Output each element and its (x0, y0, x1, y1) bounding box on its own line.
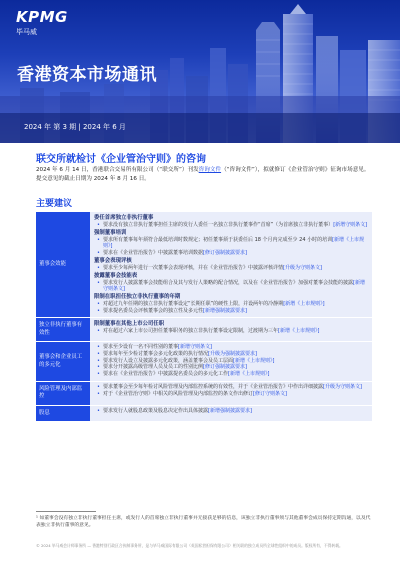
proposal-text: 要求在《企业管治报告》中披露董事培训数据 (103, 250, 204, 257)
proposal-heading: 披露董事会技能表 (94, 272, 138, 279)
proposal-text: 要求分开披露高级管理人员及员工的性别比例 (103, 364, 204, 371)
footnote: ¹ 如董事会没有独立非执行董事担任主席，或发行人的首席独立非执行董事并无接获足够的信息，该独立非执行董事须与其他董事会成员保持定期沟通，以及代表独立非执行董事的意见。 (36, 516, 371, 528)
kpmg-logo (16, 10, 68, 37)
proposal-item (94, 408, 368, 415)
article-intro (36, 166, 372, 184)
copyright-notice: © 2024 毕马威会计师事务所 — 香港特别行政区合伙制事务所，是与毕马威国际有限公司（英国私营担保有限公司）相关联的独立成员所全球性组织中的成员。版权所有，不得转载。 (36, 543, 343, 548)
issue-info: 2024 年 第 3 期 | 2024 年 6 月 (24, 123, 126, 131)
proposal-tag-link[interactable]: [新增《上市规则》] (283, 300, 325, 307)
category-cell: 独立非执行董事有效性 (36, 318, 90, 342)
proposal-text: 要求在《企业管治报告》中披露提名委员会的多元化工作 (103, 371, 229, 378)
proposal-text: 要求所有董事每年须符合最低培训时数规定；初任董事须于获委任后 18 个月内完成至少 24 小时的培训 (103, 236, 333, 243)
proposal-list (94, 301, 368, 314)
proposal-item (94, 391, 368, 398)
proposal-tag-link[interactable]: [新增《上市规则》] (278, 328, 320, 335)
intro-text-a: 2024 年 6 月 14 日，香港联合交易所有限公司（“联交所”）刊发 (36, 167, 199, 173)
table-row (36, 405, 372, 422)
proposal-list (94, 384, 368, 397)
proposal-text: 要求发行人就股息政策及股息决定作出具体披露 (103, 407, 209, 414)
proposal-list (94, 222, 368, 229)
proposal-item (94, 328, 368, 335)
proposal-tag-link[interactable]: [新增《上市规则》] (103, 236, 365, 250)
proposal-text: 要求至少设有一名不同性别的董事 (103, 344, 179, 351)
proposal-list (94, 328, 368, 335)
proposal-text: 要求没有独立非执行董事担任主席的发行人委任一名独立非执行董事作“首席”（为首席独立非执行董事） (103, 222, 334, 228)
proposal-text: 要求每年至少检讨董事会多元化政策的执行情况 (103, 351, 209, 358)
proposal-heading: 强制董事培训 (94, 229, 127, 236)
section-title: 主要建议 (36, 199, 73, 209)
proposals-table (36, 212, 372, 422)
proposal-tag-link[interactable]: [新增《上市规则》] (228, 371, 270, 378)
proposal-tag-link[interactable]: [新增强制披露要求] (208, 407, 252, 414)
proposal-item (94, 265, 368, 272)
proposal-tag-link[interactable]: [新增守则条文] (178, 344, 212, 351)
consultation-paper-link[interactable]: 咨询文件 (198, 167, 222, 173)
intro-text-b: （“咨询文件”），拟就修订《企业管治守则》征询市场意见。提交意见的截止日期为 2024 年 8 月 16 日。 (36, 167, 370, 182)
proposal-text: 要求董事会至少每年检讨风险管理及内部监控系统的有效性，并于《企业管治报告》中作出详细披露 (103, 383, 324, 390)
details-cell (90, 405, 372, 422)
proposal-tag-link[interactable]: [修订强制披露要求] (203, 250, 247, 257)
details-cell (90, 342, 372, 382)
proposal-list (94, 280, 368, 293)
proposal-text: 要求发行人设立及披露多元化政策，涵盖董事会及员工层面 (103, 357, 234, 364)
logo-text: KPMG (16, 8, 68, 26)
details-cell (90, 318, 372, 342)
category-cell: 董事会和企业员工的多元化 (36, 342, 90, 382)
details-cell (90, 212, 372, 318)
proposal-tag-link[interactable]: [修订守则条文] (253, 390, 287, 397)
proposal-text: 要求提名委员会评核董事会的独立性及多元性 (103, 307, 204, 314)
category-cell: 股息 (36, 405, 90, 422)
publication-title: 香港资本市场通讯 (17, 65, 157, 85)
proposal-item (94, 308, 368, 315)
proposal-heading: 董事会表现评核 (94, 257, 132, 264)
category-cell: 风险管理及内部监控 (36, 381, 90, 405)
proposal-item (94, 384, 368, 391)
footnote-divider (36, 511, 96, 512)
proposal-item (94, 237, 368, 250)
proposal-list (94, 408, 368, 415)
table-row (36, 318, 372, 342)
proposal-item (94, 371, 368, 378)
proposal-text: 对超过九年任期的独立非执行董事设定“长期任职”的硬性上限，并设两年的冷静期 (103, 300, 284, 307)
proposal-tag-link[interactable]: [新增强制披露要求] (203, 307, 247, 314)
proposal-tag-link[interactable]: [新增守则条文] (103, 279, 365, 293)
proposal-heading: 限制董事在其他上市公司任职 (94, 321, 165, 328)
proposal-text: 要求发行人披露董事会技能组合及其与发行人策略的配合情况，以及在《企业管治报告》加强对董事会技能的披露 (103, 279, 354, 286)
proposal-heading: 委任首席独立非执行董事 (94, 215, 154, 221)
proposal-list (94, 344, 368, 378)
article-title: 联交所就检讨《企业管治守则》的咨询 (36, 154, 206, 165)
proposal-item (94, 351, 368, 358)
table-row (36, 212, 372, 318)
proposal-list (94, 265, 368, 272)
proposal-item (94, 301, 368, 308)
proposal-tag-link[interactable]: [升级为强制披露要求] (208, 351, 257, 358)
logo-cn-text: 毕马威 (16, 28, 37, 36)
proposal-text: 对于《企业管治守则》中相关的风险管理及内部监控的条文作出修订 (103, 390, 254, 397)
table-row (36, 381, 372, 405)
proposal-tag-link[interactable]: [升级为守则条文] (323, 383, 362, 390)
proposal-text: 要求至少每两年进行一次董事会表现评核，并在《企业管治报告》中披露评核详情 (103, 264, 284, 271)
proposal-tag-link[interactable]: [新增守则条文] (333, 222, 368, 228)
header-banner (0, 0, 400, 143)
proposal-heading: 限制在职担任独立非执行董事的年期 (94, 293, 181, 300)
proposal-tag-link[interactable]: [修订强制披露要求] (203, 364, 247, 371)
table-row (36, 342, 372, 382)
proposal-list (94, 237, 368, 257)
proposal-tag-link[interactable]: [新增《上市规则》] (233, 357, 275, 364)
proposal-item (94, 222, 368, 229)
details-cell (90, 381, 372, 405)
proposal-text: 对在超过六家上市公司担任董事职务的独立非执行董事设定限制，过渡期为三年 (103, 328, 279, 335)
proposal-item (94, 280, 368, 293)
proposal-item (94, 250, 368, 257)
category-cell: 董事会效能 (36, 212, 90, 318)
proposal-tag-link[interactable]: [升级为守则条文] (283, 264, 322, 271)
